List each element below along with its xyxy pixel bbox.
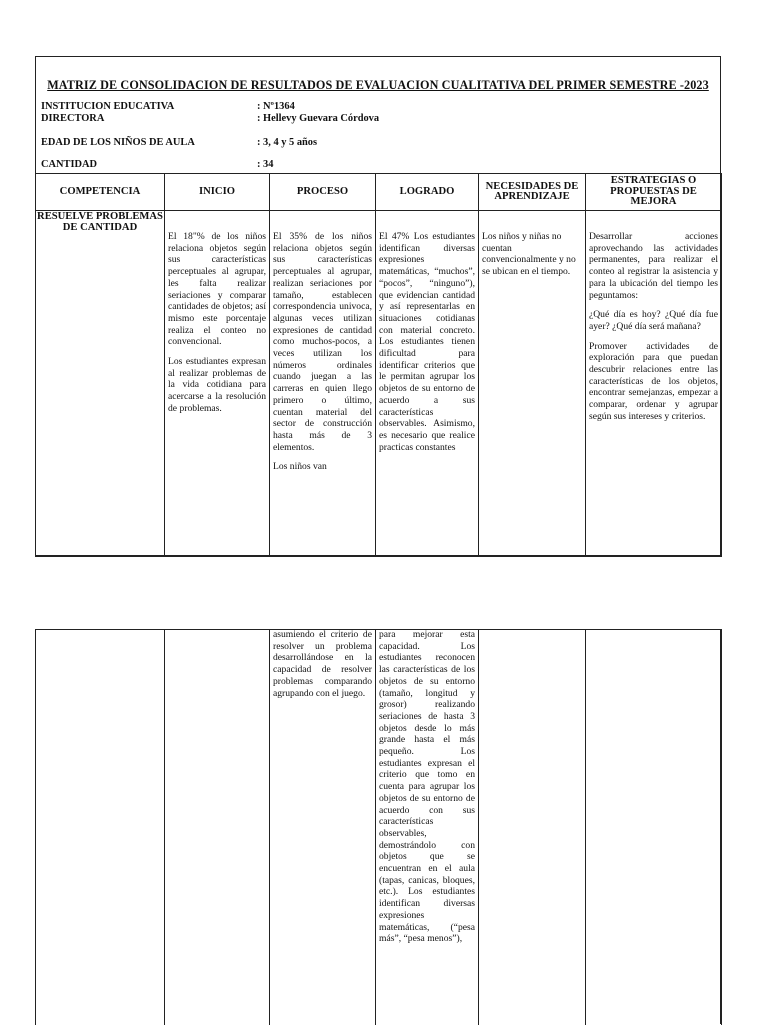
cont-cell-logrado <box>376 629 479 1025</box>
continuation-page <box>35 629 721 1024</box>
competencia-label: RESUELVE PROBLEMAS DE CANTIDAD <box>37 211 163 233</box>
cont-cell-inicio <box>165 629 270 1025</box>
cell-competencia <box>36 211 165 557</box>
header-inicio: INICIO <box>165 174 270 211</box>
cell-estrategias <box>586 211 722 557</box>
logrado-paragraph: El 47% Los estudiantes identifican diversas expresiones matemáticas, “muchos”, “pocos”, “ninguno”), que evidencian cantidad y así representarlas en situaciones cotidianas con material concreto. Los estudiantes tienen dificultad para identificar criterios que le permitan agrupar los objetos de su entorno de acuerdo a sus características observables. Asimismo, es necesario que realice practicas constantes <box>379 231 475 453</box>
header-logrado: LOGRADO <box>376 174 479 211</box>
estrategias-paragraph: ¿Qué día es hoy? ¿Qué día fue ayer? ¿Qué día será mañana? <box>589 309 718 332</box>
cont-cell-proceso <box>270 629 376 1025</box>
info-value-cantidad: : 34 <box>257 159 274 170</box>
proceso-paragraph: El 35% de los niños relaciona objetos según sus características perceptuales al agrupar, realizan seriaciones por tamaño, establecen correspondencia univoca, algunas veces utilizan expresiones de cantidad como muchos-pocos, a veces utilizan los números ordinales cuando juegan a las carreras en quien llego primero o último, cuentan material del sector de construcción hasta más de 3 elementos. <box>273 231 372 453</box>
cont-cell-competencia <box>36 629 165 1025</box>
proceso-paragraph: Los niños van <box>273 461 327 473</box>
info-value-directora: : Hellevy Guevara Córdova <box>257 113 380 124</box>
header-necesidades: NECESIDADES DE APRENDIZAJE <box>479 174 586 211</box>
cell-necesidades <box>479 211 586 557</box>
header-competencia: COMPETENCIA <box>36 174 165 211</box>
info-label-edad: EDAD DE LOS NIÑOS DE AULA <box>41 137 195 148</box>
document-title: MATRIZ DE CONSOLIDACION DE RESULTADOS DE EVALUACION CUALITATIVA DEL PRIMER SEMESTRE -2023 <box>47 78 709 92</box>
document-page <box>35 56 721 556</box>
estrategias-paragraph: Desarrollar acciones aprovechando las actividades permanentes, para realizar el conteo al registrar la asistencia y para la ubicación del tiempo les peguntamos: <box>589 231 718 301</box>
inicio-paragraph: El 18"% de los niños relaciona objetos según sus características perceptuales al agrupar, les falta realizar seriaciones y comparar cantidades de objetos; así mismo este porcentaje realiza el conteo no convencional. <box>168 231 266 348</box>
cell-logrado <box>376 211 479 557</box>
info-label-directora: DIRECTORA <box>41 113 105 124</box>
necesidades-paragraph: Los niños y niñas no cuentan convencionalmente y no se ubican en el tiempo. <box>482 231 576 278</box>
info-label-cantidad: CANTIDAD <box>41 159 97 170</box>
info-value-edad: : 3, 4 y 5 años <box>257 137 318 148</box>
cont-proceso-paragraph: asumiendo el criterio de resolver un problema desarrollándose en la capacidad de resolver problemas comparando agrupando con el juego. <box>273 629 372 699</box>
info-label-institucion: INSTITUCION EDUCATIVA <box>41 101 175 112</box>
header-estrategias: ESTRATEGIAS O PROPUESTAS DE MEJORA <box>586 174 722 211</box>
cont-cell-estrategias <box>586 629 722 1025</box>
cell-inicio <box>165 211 270 557</box>
cont-logrado-paragraph: para mejorar esta capacidad. Los estudiantes reconocen las características de los objetos de su entorno (tamaño, longitud y grosor) realizando seriaciones de hasta 3 objetos desde lo más grande hasta el más pequeño. Los estudiantes expresan el criterio que tomo en cuenta para agrupar los objetos de su entorno de acuerdo con sus características observables, demostrándolo con objetos que se encuentran en el aula (tapas, canicas, bloques, etc.). Los estudiantes identifican diversas expresiones matemáticas, (“pesa más”, “pesa menos”), <box>379 629 475 945</box>
cell-proceso <box>270 211 376 557</box>
continuation-table <box>35 629 722 1025</box>
estrategias-paragraph: Promover actividades de exploración para que puedan descubrir relaciones entre las características de los objetos, encontrar semejanzas, empezar a comparar, ordenar y agrupar según sus intereses y criterios. <box>589 340 718 422</box>
header-proceso: PROCESO <box>270 174 376 211</box>
results-table <box>35 173 722 557</box>
inicio-paragraph: Los estudiantes expresan al realizar problemas de la vida cotidiana para acercarse a la resolución de problemas. <box>168 356 266 414</box>
info-value-institucion: : Nº1364 <box>257 101 295 112</box>
cont-cell-necesidades <box>479 629 586 1025</box>
